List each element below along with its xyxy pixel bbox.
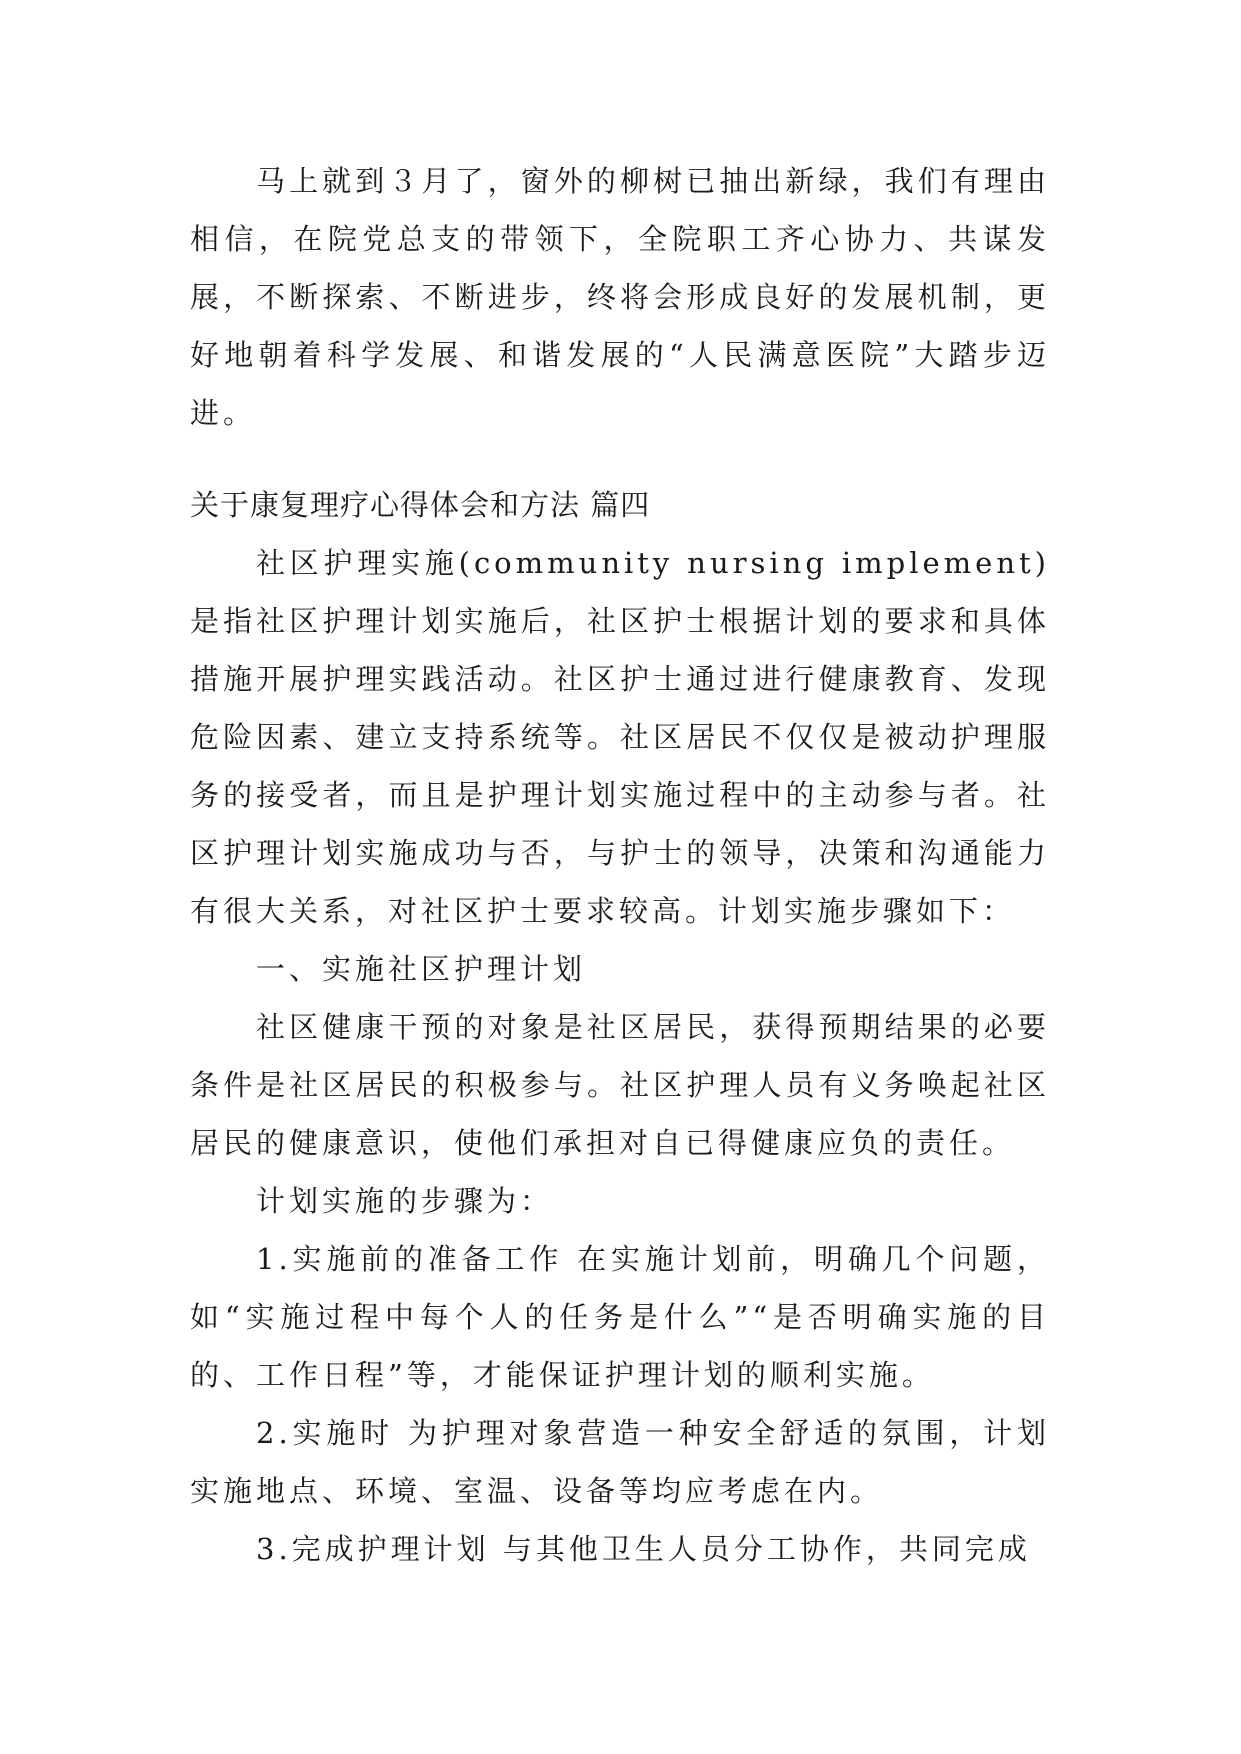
list-item-step-2: 2.实施时 为护理对象营造一种安全舒适的氛围，计划实施地点、环境、室温、设备等均应考虑在内。 <box>190 1416 1050 1508</box>
paragraph-definition: 社区护理实施(community nursing implement)是指社区护理计划实施后，社区护士根据计划的要求和具体措施开展护理实践活动。社区护士通过进行健康教育、发现危险因素、建立支持系统等。社区居民不仅仅是被动护理服务的接受者，而且是护理计划实施过程中的主动参与者。社区护理计划实施成功与否，与护士的领导，决策和沟通能力有很大关系，对社区护士要求较高。计划实施步骤如下： <box>190 546 1050 928</box>
list-item-step-1: 1.实施前的准备工作 在实施计划前，明确几个问题，如“实施过程中每个人的任务是什么”“是否明确实施的目的、工作日程”等，才能保证护理计划的顺利实施。 <box>190 1242 1050 1392</box>
section-heading: 关于康复理疗心得体会和方法 篇四 <box>190 488 651 522</box>
list-item-step-3: 3.完成护理计划 与其他卫生人员分工协作，共同完成 <box>256 1532 1031 1566</box>
paragraph-intro-conclusion: 马上就到３月了，窗外的柳树已抽出新绿，我们有理由相信，在院党总支的带领下，全院职工齐心协力、共谋发展，不断探索、不断进步，终将会形成良好的发展机制，更好地朝着科学发展、和谐发展的“人民满意医院”大踏步迈进。 <box>190 164 1050 430</box>
subheading-implement-plan: 一、实施社区护理计划 <box>256 952 587 986</box>
document-page <box>190 152 1050 1578</box>
paragraph-steps-intro: 计划实施的步骤为： <box>256 1184 554 1218</box>
paragraph-health-intervention: 社区健康干预的对象是社区居民，获得预期结果的必要条件是社区居民的积极参与。社区护理人员有义务唤起社区居民的健康意识，使他们承担对自已得健康应负的责任。 <box>190 1010 1050 1160</box>
